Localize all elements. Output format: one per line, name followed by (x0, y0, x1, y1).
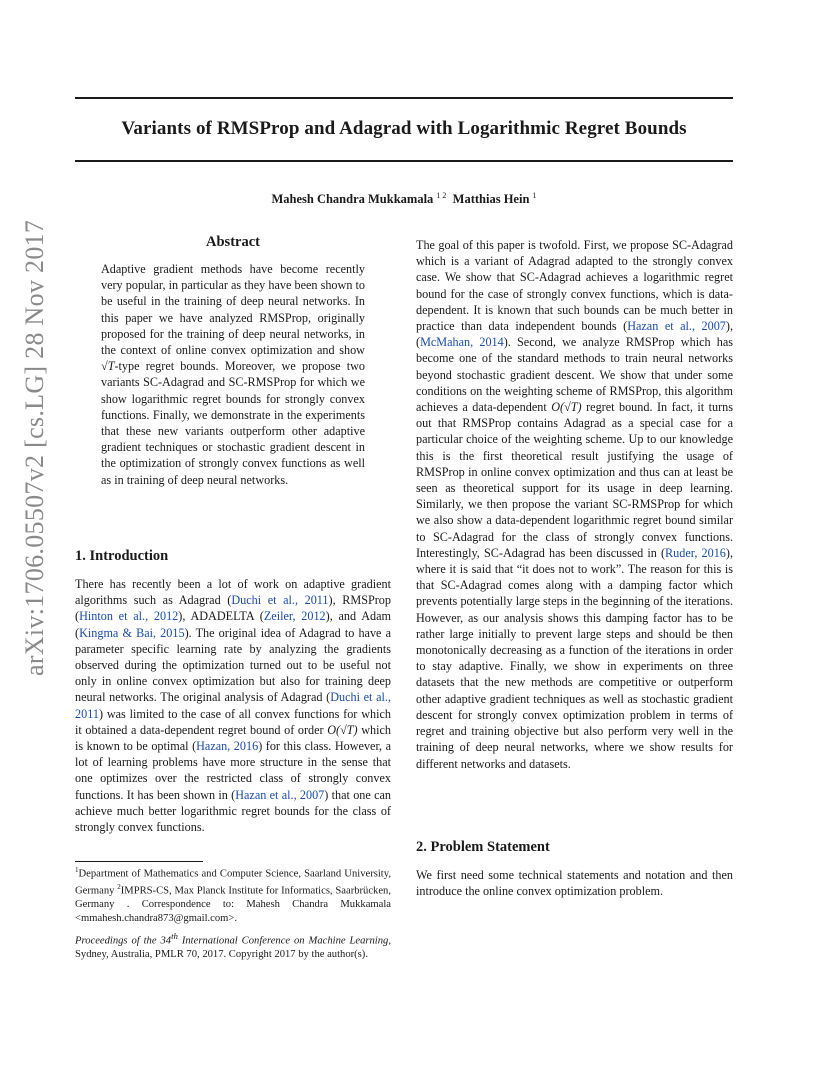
body-text: ),( (416, 319, 733, 350)
body-text: ) that one can achieve much better logarithmic regret bounds for the class of strongly convex functions. (75, 787, 391, 835)
title-bottom-rule (75, 160, 733, 162)
proceedings-text: Proceedings of the (75, 935, 161, 947)
affiliation-footnote (75, 864, 391, 925)
citation-link[interactable]: McMahan, 2014 (420, 335, 504, 350)
author-affiliation-mark: 1 (532, 191, 537, 200)
footnote-text: Department of Mathematics and Computer Science, Saarland University, Germany (75, 868, 391, 897)
proceedings-text: International Conference on Machine Learning (177, 935, 389, 947)
body-text: ) was limited to the case of all convex functions for which it obtained a data-dependent regret bound of order (75, 706, 391, 737)
abstract-text: -type regret bounds. Moreover, we propose two variants SC-Adagrad and SC-RMSProp for which we show logarithmic regret bounds for strongly convex functions. Finally, we demonstrate in the experiments that these new variants outperform other adaptive gradient techniques or stochastic gradient descent in the optimization of strongly convex functions as well as in training of deep neural networks. (101, 359, 365, 487)
introduction-paragraph (75, 576, 391, 835)
section-heading-introduction: 1. Introduction (75, 548, 169, 564)
author-line (75, 191, 733, 207)
body-text: which is known to be optimal ( (75, 722, 391, 754)
footnote-mark: 2 (117, 883, 121, 892)
footnote-mark: 1 (75, 866, 79, 874)
citation-link[interactable]: Duchi et al., 2011 (75, 690, 391, 721)
citation-link[interactable]: Hazan et al., 2007 (235, 787, 325, 802)
math-order-bound: O(√T) (327, 722, 358, 737)
arxiv-identifier: arXiv:1706.05507v2 [cs.LG] 28 Nov 2017 (20, 219, 49, 676)
problem-statement-paragraph: We first need some technical statements and notation and then introduce the online convex optimization problem. (416, 868, 733, 899)
title-top-rule (75, 97, 733, 99)
citation-link[interactable]: Hazan et al., 2007 (627, 319, 726, 334)
author-affiliation-mark: 1 2 (436, 191, 447, 200)
abstract-heading: Abstract (206, 234, 260, 250)
citation-link[interactable]: Zeiler, 2012 (263, 609, 326, 624)
proceedings-text: , Sydney, Australia, PMLR 70, 2017. Copyright 2017 by the author(s). (75, 935, 391, 961)
body-text: ). Second, we analyze RMSProp which has become one of the standard methods to train neural networks beyond stochastic gradient descent. We show that under some conditions on the weighting scheme of RMSProp, this algorithm achieves a data-dependent (416, 335, 733, 415)
citation-link[interactable]: Hinton et al., 2012 (79, 609, 179, 624)
math-order-bound: O(√T) (551, 400, 582, 415)
proceedings-text: th (171, 931, 178, 941)
body-text: ) for this class. However, a lot of learning problems have more structure in the sense that one optimizes over the restricted class of strongly convex functions. It has been shown in ( (75, 739, 391, 802)
body-text: ). The original idea of Adagrad to have a parameter specific learning rate by analyzing the gradients observed during the optimization turned out to be useful not only in online convex optimization but also for training deep neural networks. The original analysis of Adagrad ( (75, 625, 392, 705)
section-heading-problem-statement: 2. Problem Statement (416, 839, 550, 855)
body-text: ), and Adam ( (75, 609, 391, 640)
body-text: There has recently been a lot of work on adaptive gradient algorithms such as Adagrad ( (75, 577, 391, 608)
proceedings-notice (75, 930, 391, 962)
math-sqrt-t: √T (101, 359, 115, 374)
body-text: regret bound. In fact, it turns out that RMSProp contains Adagrad as a special case for a particular choice of the weighting scheme. Up to our knowledge this is the first theoretical result justifying the usage of RMSProp in online convex optimization and thus can at least be seen as theoretical support for its usage in deep learning. Similarly, we then propose the variant SC-RMSProp for which we also show a data-dependent logarithmic regret bound similar to SC-Adagrad for the class of strongly convex functions. Interestingly, SC-Adagrad has been discussed in ( (416, 400, 733, 560)
citation-link[interactable]: Duchi et al., 2011 (231, 593, 329, 608)
citation-link[interactable]: Ruder, 2016 (665, 545, 726, 560)
contributions-paragraph (416, 237, 733, 772)
abstract-text: Adaptive gradient methods have become recently very popular, in particular as they have been shown to be useful in the training of deep neural networks. In this paper we have analyzed RMSProp, originally proposed for the training of deep neural networks, in the context of online convex optimization and show (101, 262, 365, 358)
body-text: The goal of this paper is twofold. First, we propose SC-Adagrad which is a variant of Adagrad adapted to the strongly convex case. We show that SC-Adagrad achieves a logarithmic regret bound for the case of strongly convex functions, which is data-dependent. It is known that such bounds can be much better in practice than data independent bounds ( (416, 238, 733, 334)
author-name: Matthias Hein (452, 192, 530, 207)
paper-title: Variants of RMSProp and Adagrad with Logarithmic Regret Bounds (121, 118, 687, 139)
body-text: ), where it is said that “it does not to work”. The reason for this is that SC-Adagrad comes along with a damping factor which prevents potentially large steps in the beginning of the iterations. However, as our analysis shows this damping factor has to be rather large initially to prevent large steps and should be then monotonically decreasing as a function of the iterations in order to stay adaptive. Finally, we show in experiments on three datasets that the new methods are competitive or outperform other adaptive gradient techniques as well as stochastic gradient descent for strongly convex optimization problem in terms of regret and training objective but also perform very well in the training of deep neural networks, where we show results for different networks and datasets. (416, 545, 733, 771)
body-text: ), ADADELTA ( (178, 609, 264, 624)
abstract-body (101, 261, 365, 488)
author-name: Mahesh Chandra Mukkamala (271, 192, 434, 207)
citation-link[interactable]: Hazan, 2016 (196, 739, 259, 754)
footnote-text: IMPRS-CS, Max Planck Institute for Informatics, Saarbrücken, Germany . Correspondence to: Mahesh Chandra Mukkamala <mmahesh.chandra873@gmail.com>. (75, 885, 391, 924)
proceedings-text: 34 (160, 935, 172, 947)
footnote-rule (75, 861, 203, 862)
citation-link[interactable]: Kingma & Bai, 2015 (79, 625, 185, 640)
body-text: ), RMSProp ( (75, 593, 391, 624)
